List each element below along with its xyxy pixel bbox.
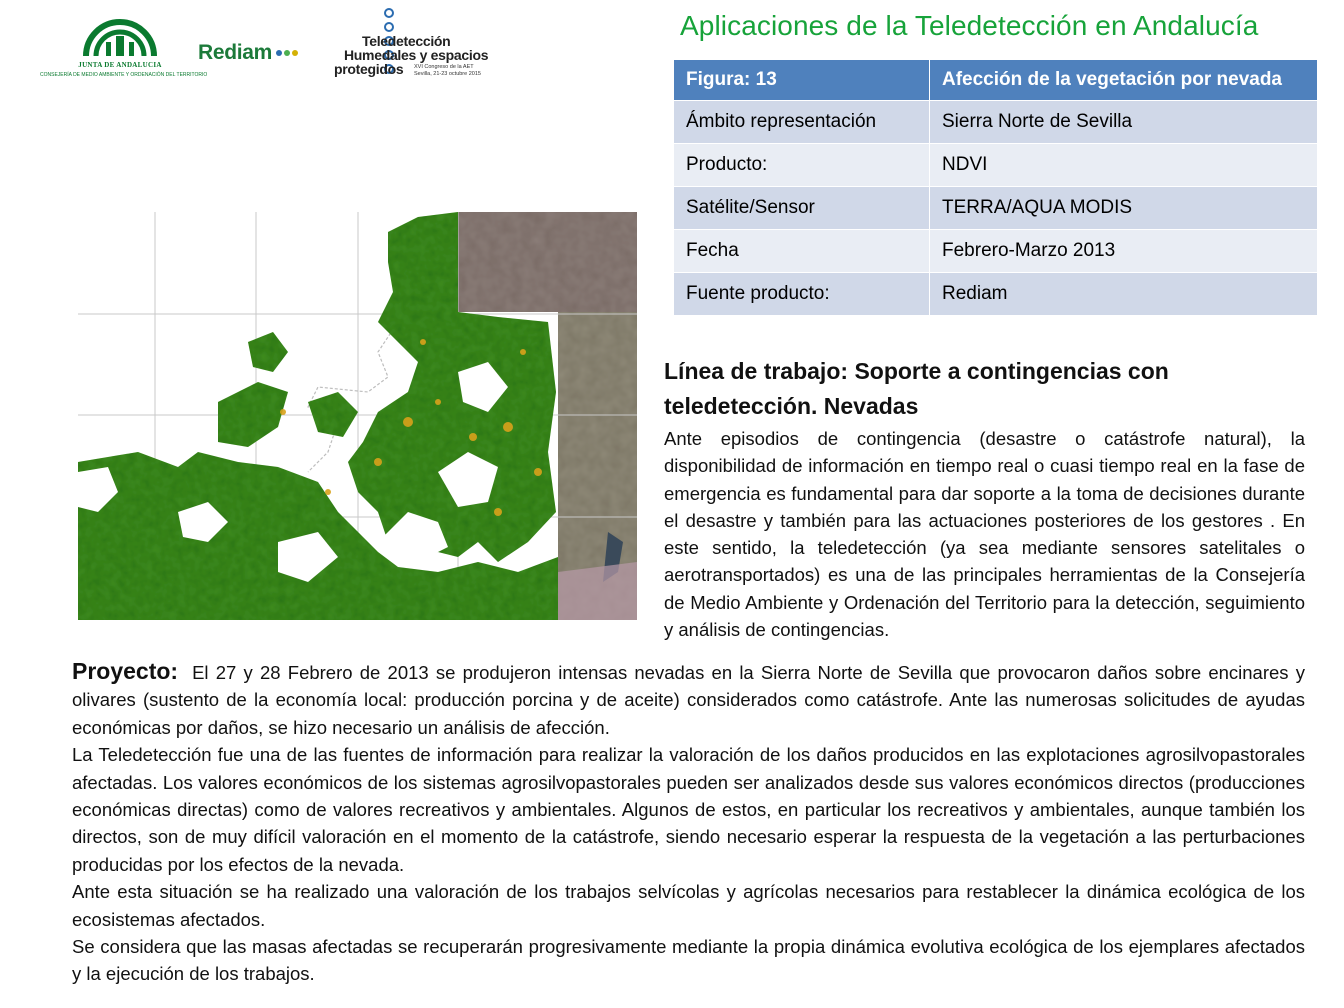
junta-arch-icon [82,14,158,60]
table-header-row [674,60,1318,101]
rediam-logo [198,38,298,68]
table-row [674,273,1318,316]
junta-logo-line1: JUNTA DE ANDALUCIA [78,61,162,69]
table-row [674,187,1318,230]
congreso-line1: Teledetección [362,33,451,49]
table-cell-label: Ámbito representación [674,101,930,144]
congreso-line2: Humedales y espacios [344,47,489,63]
table-row [674,144,1318,187]
congreso-line4: XVI Congreso de la AET [414,64,474,70]
project-label: Proyecto: [72,658,179,684]
project-paragraph: La Teledetección fue una de las fuentes de información para realizar la valoración de los daños producidos en las explotaciones agrosilvopastorales afectadas. Los valores económicos de los sistemas agrosilvopastorales pueden ser analizados desde sus valores económicos directos (producciones económicas directas) como de valores recreativos y ambientales. Algunos de estos, en particular los recreativos y ambientales, aunque también los directos, son de muy difícil valoración en el momento de la catástrofe, siendo necesario esperar la respuesta de la vegetación a las perturbaciones producidas por los efectos de la nevada. [72,744,1305,875]
table-header-value: Afección de la vegetación por nevada [930,60,1318,101]
project-section [72,658,1305,988]
work-line-heading [664,354,1304,424]
table-row [674,230,1318,273]
figure-info-table [673,59,1318,316]
table-row [674,101,1318,144]
rediam-dots-icon [276,50,298,56]
table-cell-label: Producto: [674,144,930,187]
table-header-label: Figura: 13 [674,60,930,101]
table-cell-value: TERRA/AQUA MODIS [930,187,1318,230]
project-paragraph [72,658,1305,741]
congreso-aet-logo [334,8,504,80]
ndvi-map-image [78,212,637,620]
work-line-title: Soporte a contingencias con teledetección. Nevadas [664,358,1169,419]
table-cell-value: Rediam [930,273,1318,316]
project-paragraph-text: El 27 y 28 Febrero de 2013 se produjeron intensas nevadas en la Sierra Norte de Sevilla que provocaron daños sobre encinares y olivares (sustento de la economía local: producción porcina y de aceite) considerados como catástrofe. Ante las numerosas solicitudes de ayudas económicas por daños, se hizo necesario un análisis de afección. [72,662,1305,738]
table-cell-label: Fuente producto: [674,273,930,316]
table-cell-value: NDVI [930,144,1318,187]
table-cell-label: Fecha [674,230,930,273]
project-paragraph: Se considera que las masas afectadas se recuperarán progresivamente mediante la propia dinámica evolutiva ecológica de los ejemplares afectados y la ejecución de los trabajos. [72,936,1305,985]
congreso-line5: Sevilla, 21-23 octubre 2015 [414,71,481,77]
work-line-label: Línea de trabajo: [664,358,849,384]
page-title: Aplicaciones de la Teledetección en Andalucía [680,10,1259,41]
congreso-line3: protegidos [334,61,404,77]
table-cell-value: Febrero-Marzo 2013 [930,230,1318,273]
junta-logo-line2: CONSEJERÍA DE MEDIO AMBIENTE Y ORDENACIÓN DEL TERRITORIO [40,72,208,78]
rediam-logo-text: Rediam [198,41,273,64]
table-cell-label: Satélite/Sensor [674,187,930,230]
table-cell-value: Sierra Norte de Sevilla [930,101,1318,144]
ndvi-map-svg [78,212,637,620]
work-line-description: Ante episodios de contingencia (desastre o catástrofe natural), la disponibilidad de información en tiempo real o cuasi tiempo real en la fase de emergencia es fundamental para dar soporte a la toma de decisiones durante el desastre y también para las actuaciones posteriores de los gestores . En este sentido, la teledetección (ya sea mediante sensores satelitales o aerotransportados) es una de las principales herramientas de la Consejería de Medio Ambiente y Ordenación del Territorio para la detección, seguimiento y análisis de contingencias. [664,428,1305,641]
project-paragraph: Ante esta situación se ha realizado una valoración de los trabajos selvícolas y agrícolas necesarios para restablecer la dinámica ecológica de los ecosistemas afectados. [72,881,1305,930]
junta-andalucia-logo [40,14,208,84]
